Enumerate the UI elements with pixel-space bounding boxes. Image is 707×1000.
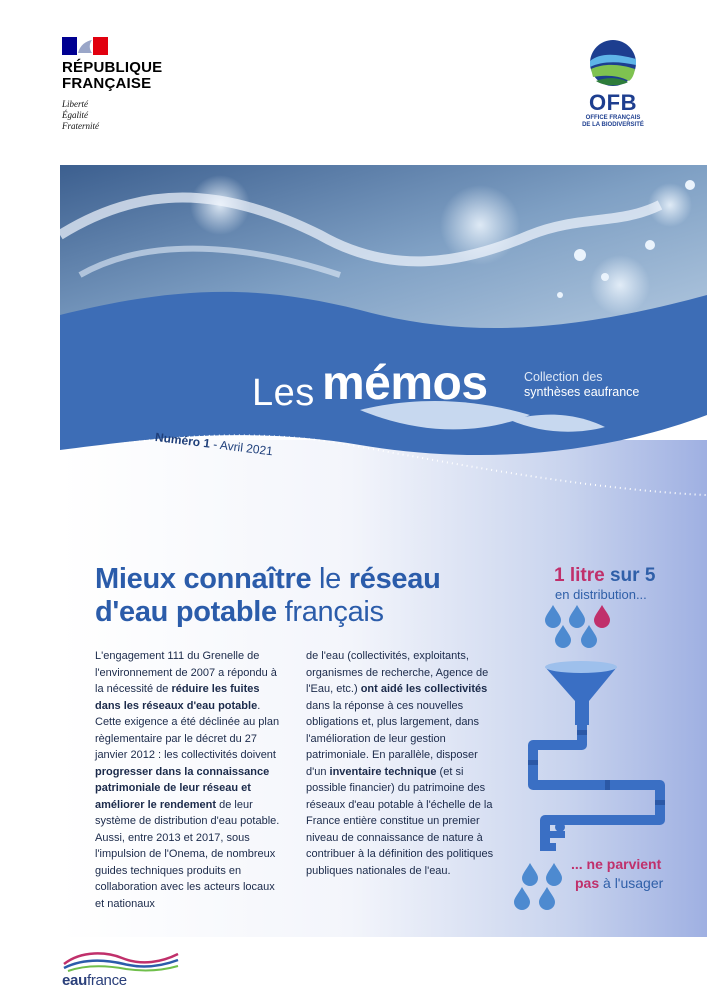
col1-bold-1: réduire les fuites dans les réseaux d'eau potable (95, 683, 260, 712)
infographic-rest: sur 5 (604, 565, 656, 586)
ofb-subtitle (566, 115, 660, 129)
motto-liberte: Liberté (62, 99, 88, 109)
drop-icon (539, 887, 555, 910)
col1-text-2: . Cette exigence a été déclinée au plan règlementaire par le décret du 27 janvier 2012 : les collectivités doivent (95, 699, 280, 761)
memos-wordmark: mémos (322, 357, 488, 410)
col2-text-1: de l'eau (collectivités, exploitants, organismes de recherche, Agence de l'Eau, etc.) (306, 650, 489, 695)
infographic-line4-bold: pas (575, 875, 600, 891)
title-part5: français (276, 596, 384, 628)
eau-bold: eau (62, 972, 87, 989)
motto-fraternite: Fraternité (62, 121, 99, 131)
title-part3: réseau (348, 563, 441, 595)
marianne-logo (62, 37, 108, 55)
col2-bold-2: inventaire technique (329, 765, 437, 778)
water-splash-banner (60, 165, 707, 525)
motto-egalite: Égalité (62, 110, 88, 120)
col2-text-3: (et si possible financier) du patrimoine des réseaux d'eau potable à l'échelle de la France entière constitue un premier niveau de connaissance de nature à contribuer à la définition des politiques publiques nationales de l'eau. (306, 765, 494, 877)
drop-icon (514, 887, 530, 910)
drop-icon (569, 605, 585, 628)
body-column-1 (95, 648, 283, 912)
infographic-line4 (575, 875, 663, 891)
issue-number-label: Numéro 1 (154, 430, 211, 451)
col1-text-3: de leur système de distribution d'eau potable. Aussi, entre 2013 et 2017, sous l'impulsion de l'Onema, de nombreux guides techniques produits en collaboration avec les acteurs locaux et nationaux (95, 798, 280, 910)
rf-line2: FRANÇAISE (62, 75, 152, 92)
eaufrance-wordmark (62, 972, 127, 989)
republique-francaise-wordmark (62, 60, 162, 92)
les-wordmark: Les (252, 372, 315, 414)
infographic-highlight: 1 litre (554, 565, 605, 586)
body-column-2 (306, 648, 494, 879)
ofb-wordmark: OFB (589, 90, 637, 115)
rf-motto (62, 99, 99, 132)
title-part4: d'eau potable (95, 596, 277, 628)
rf-line1: RÉPUBLIQUE (62, 59, 163, 76)
col1-text-1: L'engagement 111 du Grenelle de l'environnement de 2007 a répondu à la nécessité de (95, 650, 277, 695)
infographic-line3: ... ne parvient (571, 856, 662, 872)
drop-icon (546, 863, 562, 886)
title-part2: le (311, 563, 349, 595)
eau-rest: france (86, 972, 127, 989)
title-part1: Mieux connaître (95, 563, 312, 595)
col1-bold-2: progresser dans la connaissance patrimoniale de leur réseau et améliorer le rendement (95, 765, 270, 811)
col2-text-2: dans la réponse à ces nouvelles obligations et, plus largement, dans l'amélioration de leur gestion patrimoniale. En parallèle, disposer d'un (306, 699, 480, 778)
drop-icon (581, 625, 597, 648)
collection-line2: synthèses eaufrance (524, 385, 640, 399)
drop-icon (594, 605, 610, 628)
collection-line1: Collection des (524, 370, 603, 384)
drop-icon (555, 625, 571, 648)
col2-bold-1: ont aidé les collectivités (360, 683, 488, 695)
drop-icon (545, 605, 561, 628)
drop-icon (522, 863, 538, 886)
issue-date: - Avril 2021 (209, 436, 274, 459)
infographic-headline (554, 565, 655, 587)
article-title (95, 563, 515, 629)
infographic-line2: en distribution... (555, 587, 647, 602)
ofb-sub-line2: DE LA BIODIVERSITÉ (582, 122, 644, 128)
ofb-sub-line1: OFFICE FRANÇAIS (585, 115, 641, 121)
infographic-line4-rest: à l'usager (599, 875, 664, 891)
eaufrance-waves-icon (62, 950, 180, 972)
